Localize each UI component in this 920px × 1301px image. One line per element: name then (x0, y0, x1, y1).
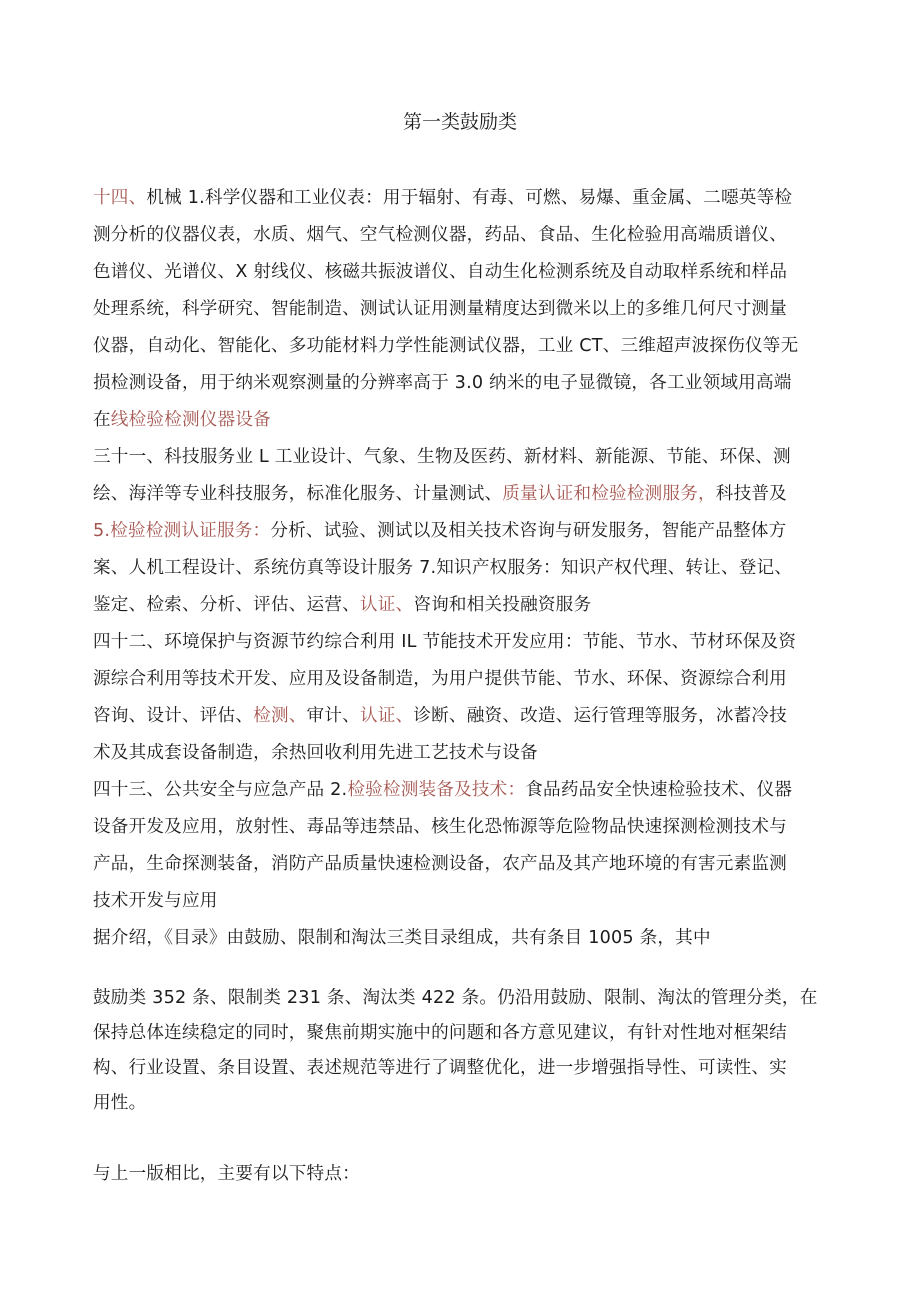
section-42-line-4: 术及其成套设备制造，余热回收利用先进工艺技术与设备 (93, 743, 538, 763)
intro-line: 据介绍，《目录》由鼓励、限制和淘汰三类目录组成，共有条目 1005 条，其中 (93, 928, 711, 948)
highlight-inspection-equipment: 检验检测装备及技术： (347, 780, 526, 800)
highlight-inspection-certification: 5.检验检测认证服务： (93, 521, 271, 541)
section-43-line-1: 四十三、公共安全与应急产品 2.检验检测装备及技术：食品药品安全快速检验技术、仪器 (93, 780, 793, 800)
section-31-line-5: 鉴定、检索、分析、评估、运营、认证、咨询和相关投融资服务 (93, 595, 592, 615)
section-14-number: 十四、 (93, 188, 147, 208)
section-14-line-7: 在线检验检测仪器设备 (93, 410, 271, 430)
stats-line-2: 保持总体连续稳定的同时，聚焦前期实施中的问题和各方意见建议，有针对性地对框架结 (93, 1023, 787, 1043)
section-14-line-4: 处理系统，科学研究、智能制造、测试认证用测量精度达到微米以上的多维几何尺寸测量 (93, 299, 787, 319)
section-31-line-1: 三十一、科技服务业 L 工业设计、气象、生物及医药、新材料、新能源、节能、环保、测 (93, 447, 791, 467)
section-42-line-3: 咨询、设计、评估、检测、审计、认证、诊断、融资、改造、运行管理等服务，冰蓄冷技 (93, 706, 787, 726)
highlight-certification-service: 质量认证和检验检测服务， (502, 484, 716, 504)
stats-line-4: 用性。 (93, 1093, 147, 1113)
highlight-certification: 认证、 (359, 595, 414, 615)
section-14-line-6: 损检测设备，用于纳米观察测量的分辨率高于 3.0 纳米的电子显微镜，各工业领域用高端 (93, 373, 792, 393)
page-title: 第一类鼓励类 (402, 111, 517, 133)
section-14-line-2: 测分析的仪器仪表，水质、烟气、空气检测仪器，药品、食品、生化检验用高端质谱仪、 (93, 225, 787, 245)
stats-line-1: 鼓励类 352 条、限制类 231 条、淘汰类 422 条。仍沿用鼓励、限制、淘汰的管理分类，在 (93, 988, 818, 1008)
section-14-line-5: 仪器，自动化、智能化、多功能材料力学性能测试仪器，工业 CT、三维超声波探伤仪等无 (93, 336, 799, 356)
section-43-line-4: 技术开发与应用 (93, 891, 218, 911)
section-42-line-1: 四十二、环境保护与资源节约综合利用 IL 节能技术开发应用：节能、节水、节材环保及资 (93, 632, 797, 652)
stats-paragraph (93, 981, 828, 1121)
features-line: 与上一版相比，主要有以下特点： (93, 1164, 360, 1184)
section-31-line-3: 5.检验检测认证服务：分析、试验、测试以及相关技术咨询与研发服务，智能产品整体方 (93, 521, 787, 541)
section-42-line-2: 源综合利用等技术开发、应用及设备制造，为用户提供节能、节水、环保、资源综合利用 (93, 669, 787, 689)
category-list (93, 180, 828, 920)
highlight-testing: 检测、 (253, 706, 307, 726)
section-31-line-2: 绘、海洋等专业科技服务，标准化服务、计量测试、质量认证和检验检测服务，科技普及 (93, 484, 787, 504)
section-31-line-4: 案、人机工程设计、系统仿真等设计服务 7.知识产权服务：知识产权代理、转让、登记、 (93, 558, 793, 578)
section-43-line-3: 产品，生命探测装备，消防产品质量快速检测设备，农产品及其产地环境的有害元素监测 (93, 854, 787, 874)
section-14-line-1: 十四、机械 1.科学仪器和工业仪表：用于辐射、有毒、可燃、易爆、重金属、二噁英等检 (93, 188, 793, 208)
section-43-line-2: 设备开发及应用，放射性、毒品等违禁品、核生化恐怖源等危险物品快速探测检测技术与 (93, 817, 787, 837)
highlight-certification-2: 认证、 (359, 706, 414, 726)
intro-paragraph (93, 920, 828, 957)
features-paragraph (93, 1156, 828, 1193)
section-14-line-3: 色谱仪、光谱仪、X 射线仪、核磁共振波谱仪、自动生化检测系统及自动取样系统和样品 (93, 262, 788, 282)
stats-line-3: 构、行业设置、条目设置、表述规范等进行了调整优化，进一步增强指导性、可读性、实 (93, 1058, 787, 1078)
highlight-testing-equipment: 线检验检测仪器设备 (110, 410, 271, 430)
